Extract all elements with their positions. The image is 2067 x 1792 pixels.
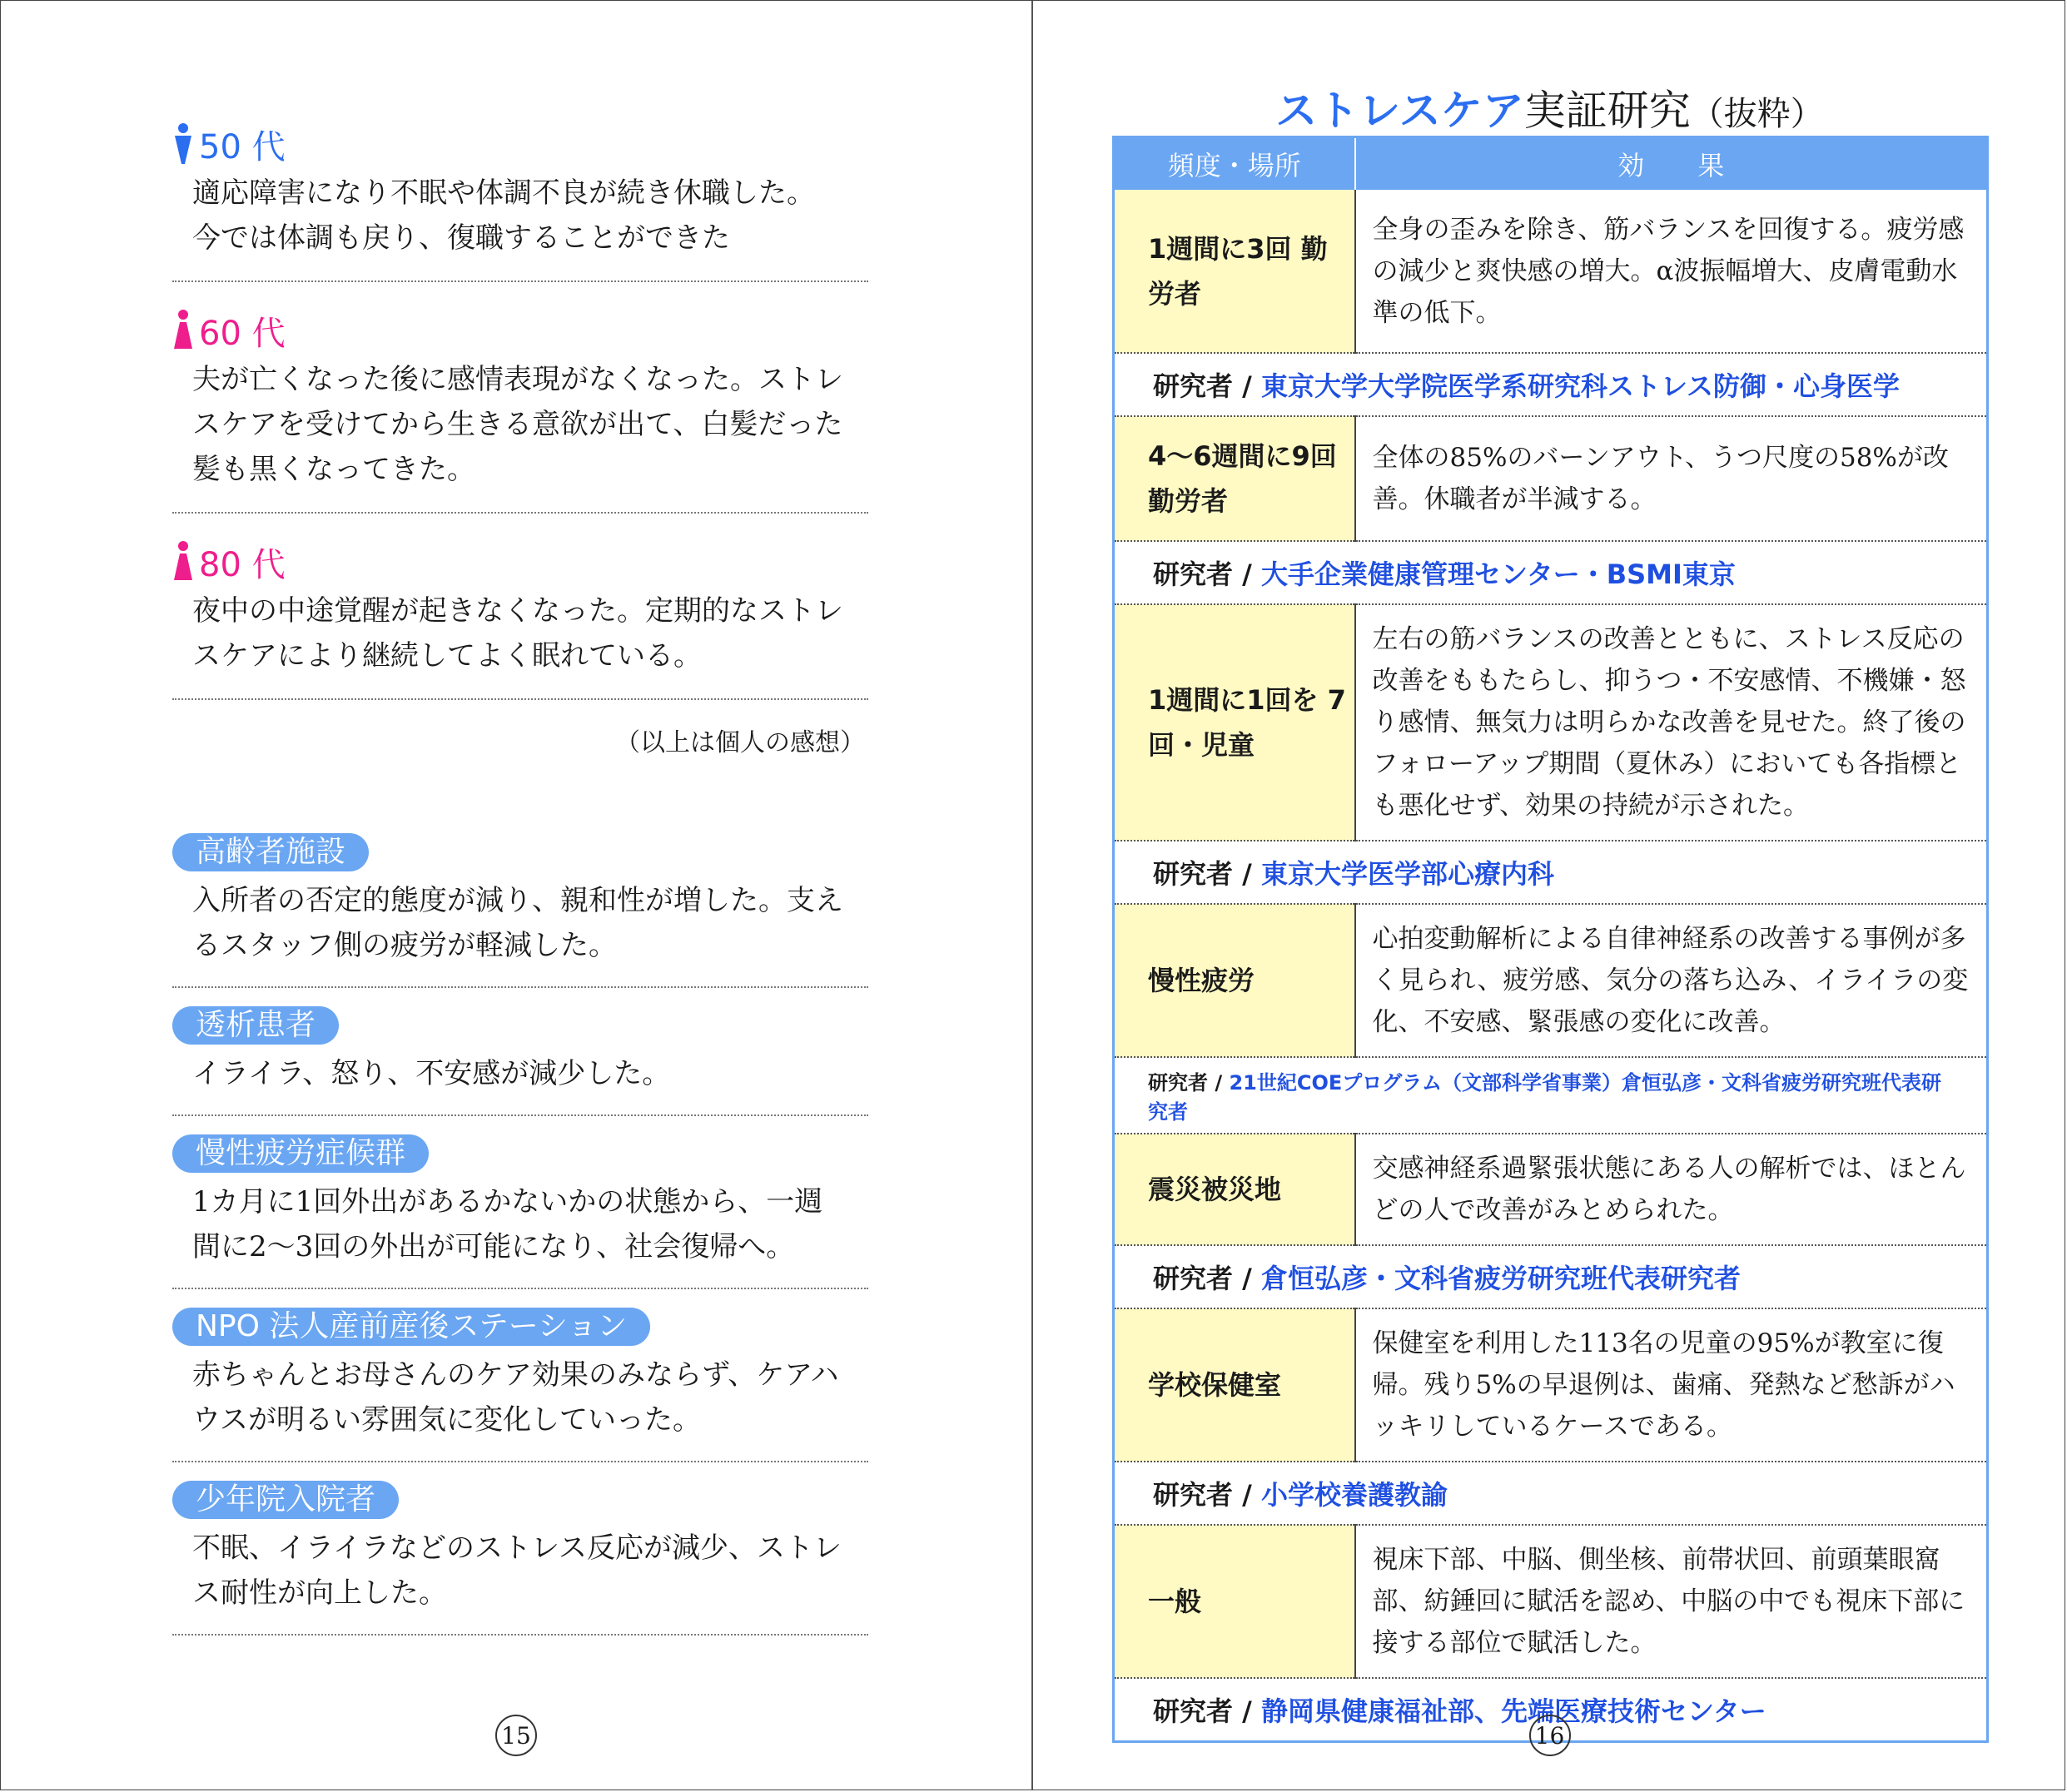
researcher-org: 小学校養護教諭	[1260, 1479, 1448, 1511]
facility-text: 入所者の否定的態度が減り、親和性が増した。支えるスタッフ側の疲労が軽減した。	[192, 884, 843, 962]
researcher-org: 東京大学医学部心療内科	[1260, 858, 1554, 890]
male-person-icon	[172, 122, 194, 166]
female-person-icon	[172, 540, 194, 583]
facility-item	[172, 1481, 868, 1636]
page-left	[1, 1, 1033, 1790]
age-heading: 80 代	[172, 535, 868, 588]
frequency-cell: 1週間に1回を 7回・児童	[1114, 604, 1355, 841]
researcher-row	[1114, 541, 1988, 604]
researcher-label: 研究者 /	[1153, 558, 1252, 590]
voice-item	[172, 304, 868, 514]
researcher-label: 研究者 /	[1153, 1263, 1252, 1294]
testimonials	[172, 117, 868, 1654]
voice-text: 夜中の中途覚醒が起きなくなった。定期的なストレスケアにより継続してよく眠れている。	[192, 594, 843, 673]
research-table	[1112, 136, 1989, 1743]
page-number: 16	[1529, 1715, 1571, 1756]
effect-cell: 左右の筋バランスの改善とともに、ストレス反応の改善をももたらし、抑うつ・不安感情、不機嫌・怒り感情、無気力は明らかな改善を見せた。終了後のフォローアップ期間（夏休み）においても各指標とも悪化せず、効果の持続が示された。	[1372, 624, 1966, 821]
effect-cell: 全体の85%のバーンアウト、うつ尺度の58%が改善。休職者が半減する。	[1372, 443, 1949, 514]
voice-text: 夫が亡くなった後に感情表現がなくなった。ストレスケアを受けてから生きる意欲が出て、白髪だった髪も黒くなってきた。	[192, 363, 843, 486]
facility-text: 不眠、イライラなどのストレス反応が減少、ストレス耐性が向上した。	[192, 1531, 842, 1610]
facility-label: NPO 法人産前産後ステーション	[172, 1308, 650, 1346]
voice-text: 適応障害になり不眠や体調不良が続き休職した。今では体調も戻り、復職することができた	[192, 176, 815, 255]
age-heading: 60 代	[172, 304, 868, 357]
col-frequency: 頻度・場所	[1114, 137, 1355, 191]
facility-text: イライラ、怒り、不安感が減少した。	[192, 1057, 671, 1090]
researcher-row	[1114, 1245, 1988, 1308]
facility-label: 高齢者施設	[172, 833, 369, 871]
researcher-org: 東京大学大学院医学系研究科ストレス防御・心身医学	[1260, 370, 1901, 402]
effect-cell: 視床下部、中脳、側坐核、前帯状回、前頭葉眼窩部、紡錘回に賦活を認め、中脳の中でも視床下部に接する部位で賦活した。	[1372, 1545, 1965, 1658]
facility-label: 透析患者	[172, 1006, 339, 1045]
frequency-cell: 4〜6週間に9回 勤労者	[1114, 416, 1355, 541]
facility-text: 1カ月に1回外出があるかないかの状態から、一週間に2〜3回の外出が可能になり、社会復帰へ。	[192, 1185, 823, 1263]
frequency-cell: 1週間に3回 勤労者	[1114, 190, 1355, 353]
frequency-cell: 一般	[1114, 1525, 1355, 1678]
voice-item	[172, 535, 868, 700]
researcher-row	[1114, 841, 1988, 904]
effect-cell: 保健室を利用した113名の児童の95%が教室に復帰。残り5%の早退例は、歯痛、発熱など愁訴がハッキリしているケースである。	[1372, 1328, 1955, 1442]
researcher-label: 研究者 /	[1153, 1695, 1252, 1727]
researcher-label: 研究者 /	[1153, 370, 1252, 402]
table-row	[1114, 1525, 1988, 1678]
researcher-row	[1114, 1057, 1988, 1134]
page-title: ストレスケア実証研究（抜粋）	[1275, 87, 1824, 135]
frequency-cell: 慢性疲労	[1114, 904, 1355, 1057]
researcher-org: 静岡県健康福祉部、先端医療技術センター	[1260, 1695, 1766, 1727]
researcher-org: 大手企業健康管理センター・BSMI東京	[1260, 558, 1736, 590]
facility-item	[172, 1006, 868, 1116]
table-row	[1114, 416, 1988, 541]
frequency-cell: 学校保健室	[1114, 1308, 1355, 1462]
researcher-row	[1114, 353, 1988, 416]
facility-label: 少年院入院者	[172, 1481, 399, 1519]
effect-cell: 交感神経系過緊張状態にある人の解析では、ほとんどの人で改善がみとめられた。	[1372, 1154, 1966, 1225]
researcher-org: 倉恒弘彦・文科省疲労研究班代表研究者	[1260, 1263, 1741, 1294]
facility-item	[172, 1308, 868, 1462]
frequency-cell: 震災被災地	[1114, 1134, 1355, 1245]
effect-cell: 心拍変動解析による自律神経系の改善する事例が多く見られ、疲労感、気分の落ち込み、イライラの変化、不安感、緊張感の変化に改善。	[1372, 924, 1969, 1037]
researcher-label: 研究者 /	[1153, 858, 1252, 890]
col-effect: 効 果	[1355, 137, 1988, 191]
voice-item	[172, 117, 868, 282]
researcher-row	[1114, 1462, 1988, 1525]
researcher-org: 21世紀COEプログラム（文部科学省事業）倉恒弘彦・文科省疲労研究班代表研究者	[1148, 1071, 1942, 1124]
page-right	[1033, 1, 2066, 1790]
facility-item	[172, 1134, 868, 1289]
researcher-label: 研究者 /	[1153, 1479, 1252, 1511]
table-row	[1114, 1308, 1988, 1462]
effect-cell: 全身の歪みを除き、筋バランスを回復する。疲労感の減少と爽快感の増大。α波振幅増大、皮膚電動水準の低下。	[1372, 214, 1965, 328]
facility-label: 慢性疲労症候群	[172, 1134, 429, 1173]
table-header	[1114, 137, 1988, 191]
disclaimer-note: （以上は個人の感想）	[615, 728, 865, 757]
page-number: 15	[495, 1715, 537, 1756]
female-person-icon	[172, 309, 194, 352]
facility-text: 赤ちゃんとお母さんのケア効果のみならず、ケアハウスが明るい雰囲気に変化していった。	[192, 1358, 839, 1437]
facility-item	[172, 833, 868, 988]
table-row	[1114, 604, 1988, 841]
table-row	[1114, 904, 1988, 1057]
table-row	[1114, 190, 1988, 353]
researcher-label: 研究者 /	[1148, 1071, 1223, 1095]
table-row	[1114, 1134, 1988, 1245]
age-heading: 50 代	[172, 117, 868, 171]
